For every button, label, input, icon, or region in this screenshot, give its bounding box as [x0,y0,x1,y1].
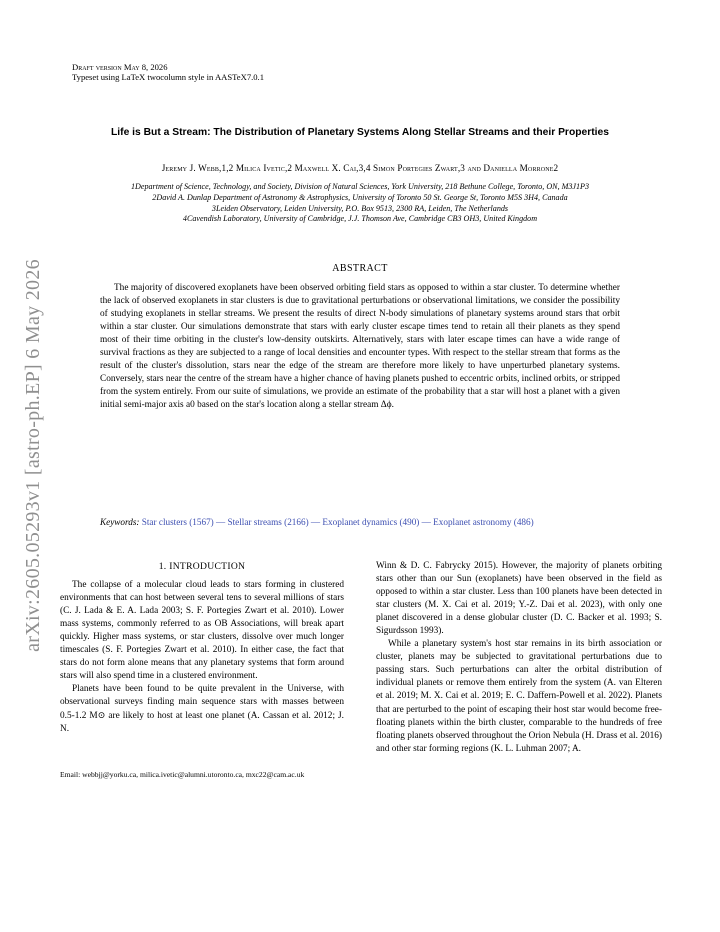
affiliations [72,182,648,225]
affiliation-3: 3Leiden Observatory, Leiden University, P.O. Box 9513, 2300 RA, Leiden, The Netherlands [211,203,509,213]
right-column [376,560,662,756]
arxiv-identifier-stamp [8,220,58,690]
intro-paragraph-2-continued: Winn & D. C. Fabrycky 2015). However, the majority of planets orbiting stars other than our Sun (exoplanets) have been observed in the field as opposed to within a star cluster. Less than 100 planets have been detected in star clusters (M. X. Cai et al. 2019; Y.-Z. Dai et al. 2023), with only one planet discovered in a dense globular cluster (D. C. Backer et al. 1993; S. Sigurdsson 1993). [376,561,662,637]
affiliation-2: 2David A. Dunlap Department of Astronomy & Astrophysics, University of Toronto 50 St. George St, Toronto M5S 3H4, Canada [152,192,568,202]
email-footnote: Email: webbjj@yorku.ca, milica.ivetic@alumni.utoronto.ca, mxc22@cam.ac.uk [60,770,305,779]
typeset-note: Typeset using LaTeX twocolumn style in AASTeX7.0.1 [72,72,265,82]
paper-title: Life is But a Stream: The Distribution of Planetary Systems Along Stellar Streams and their Properties [111,127,609,138]
intro-paragraph-2: Planets have been found to be quite prevalent in the Universe, with observational surveys finding main sequence stars with masses between 0.5-1.2 M⊙ are likely to host at least one planet (A. Cassan et al. 2012; J. N. [60,684,344,734]
abstract-heading: ABSTRACT [332,263,388,274]
draft-version: Draft version May 8, 2026 [72,62,168,72]
intro-paragraph-3: While a planetary system's host star remains in its birth association or cluster, planets may be subjected to gravitational perturbations due to passing stars. Such perturbations can alter the orbital distribution of individual planets or remove them entirely from the system (A. van Elteren et al. 2019; M. X. Cai et al. 2019; E. C. Daffern-Powell et al. 2022). Planets that are perturbed to the point of escaping their host star would become free-floating planets within the birth cluster, comparable to the hundreds of free floating planets observed throughout the Orion Nebula (H. Drass et al. 2016) and other star forming regions (K. L. Luhman 2007; A. [376,639,662,754]
section-heading-introduction: 1. INTRODUCTION [158,561,246,572]
arxiv-identifier-text: arXiv:2605.05293v1 [astro-ph.EP] 6 May 2026 [21,258,44,652]
draft-header [72,62,264,82]
left-column [60,560,344,736]
keywords [100,516,677,529]
author-list: Jeremy J. Webb,1,2 Milica Ivetic,2 Maxwell X. Cai,3,4 Simon Portegies Zwart,3 and Daniella Morrone2 [161,163,559,173]
keywords-label: Keywords: [100,517,140,527]
keywords-links[interactable]: Star clusters (1567) — Stellar streams (2166) — Exoplanet dynamics (490) — Exoplanet astronomy (486) [141,517,534,527]
affiliation-4: 4Cavendish Laboratory, University of Cambridge, J.J. Thomson Ave, Cambridge CB3 OH3, United Kingdom [182,214,538,224]
affiliation-1: 1Department of Science, Technology, and Society, Division of Natural Sciences, York University, 218 Bethune College, Toronto, ON, M3J1P3 [130,182,590,191]
abstract-body: The majority of discovered exoplanets have been observed orbiting field stars as opposed to within a star cluster. To determine whether the lack of observed exoplanets in star clusters is due to gravitational perturbations or observational limitations, we consider the possibility of studying exoplanets in stellar streams. We present the results of direct N-body simulations of planetary systems around stars that orbit within a star cluster. Our simulations demonstrate that stars with early cluster escape times tend to retain all their planets as they spend most of their time orbiting in the cluster's low-density outskirts. Alternatively, stars with later escape times can have a wide range of survival fractions as they are subjected to a range of local densities and encounter types. With respect to the stellar stream that forms as the result of the cluster's dissolution, stars near the edge of the stream are therefore more likely to have unperturbed planetary systems. Conversely, stars near the centre of the stream have a higher chance of having planets pushed to eccentric orbits, inclined orbits, or stripped from the system entirely. From our suite of simulations, we provide an estimate of the probability that a star will host a planet with a given initial semi-major axis a0 based on the star's location along a stellar stream Δϕ. [100,283,620,410]
intro-paragraph-1: The collapse of a molecular cloud leads to stars forming in clustered environments that can host between several tens to several millions of stars (C. J. Lada & E. A. Lada 2003; S. F. Portegies Zwart et al. 2010). Lower mass systems, commonly referred to as OB Associations, will break apart quickly. Higher mass systems, or star clusters, dissolve over much longer timescales (S. F. Portegies Zwart et al. 2010). In either case, the fact that stars do not form alone means that any planetary systems that form around stars will also spend time in a clustered environment. [60,580,344,682]
